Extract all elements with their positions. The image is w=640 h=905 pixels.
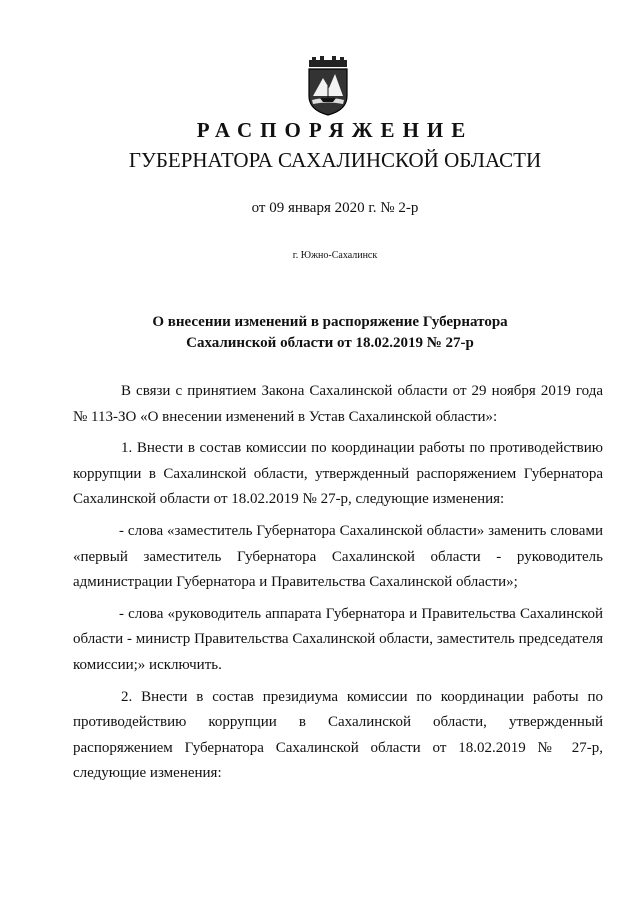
body-paragraph: 1. Внести в состав комиссии по координации работы по противодействию коррупции в Сахалинской области, утвержденный распоряжением Губернатора Сахалинской области от 18.02.2019 № 27-р, следующие изменения: bbox=[73, 440, 603, 508]
body-paragraph: В связи с принятием Закона Сахалинской области от 29 ноября 2019 года № 113-ЗО «О внесении изменений в Устав Сахалинской области»: bbox=[73, 383, 603, 425]
heading-line: Сахалинской области от 18.02.2019 № 27-р bbox=[186, 335, 474, 351]
document-subject-heading bbox=[110, 312, 550, 354]
document-date-number: от 09 января 2020 г. № 2-р bbox=[251, 200, 419, 216]
coat-of-arms-emblem bbox=[303, 56, 353, 116]
body-paragraph: 2. Внести в состав президиума комиссии по координации работы по противодействию коррупции в Сахалинской области, утвержденный распоряжением Губернатора Сахалинской области от 18.02.2019 № 27-р, следующие изменения: bbox=[73, 688, 603, 782]
sakhalin-coat-of-arms-icon bbox=[303, 56, 353, 116]
body-paragraph: - слова «заместитель Губернатора Сахалинской области» заменить словами «первый заместитель Губернатора Сахалинской области - руководитель администрации Губернатора и Правительства Сахалинской области»; bbox=[73, 522, 603, 591]
document-body bbox=[73, 379, 603, 793]
issuer-title: ГУБЕРНАТОРА САХАЛИНСКОЙ ОБЛАСТИ bbox=[128, 148, 542, 172]
document-type-title: РАСПОРЯЖЕНИЕ bbox=[196, 118, 474, 142]
heading-line: О внесении изменений в распоряжение Губернатора bbox=[152, 314, 508, 330]
document-city: г. Южно-Сахалинск bbox=[292, 250, 378, 261]
body-paragraph: - слова «руководитель аппарата Губернатора и Правительства Сахалинской области - министр Правительства Сахалинской области, заместитель председателя комиссии;» исключить. bbox=[73, 605, 603, 673]
